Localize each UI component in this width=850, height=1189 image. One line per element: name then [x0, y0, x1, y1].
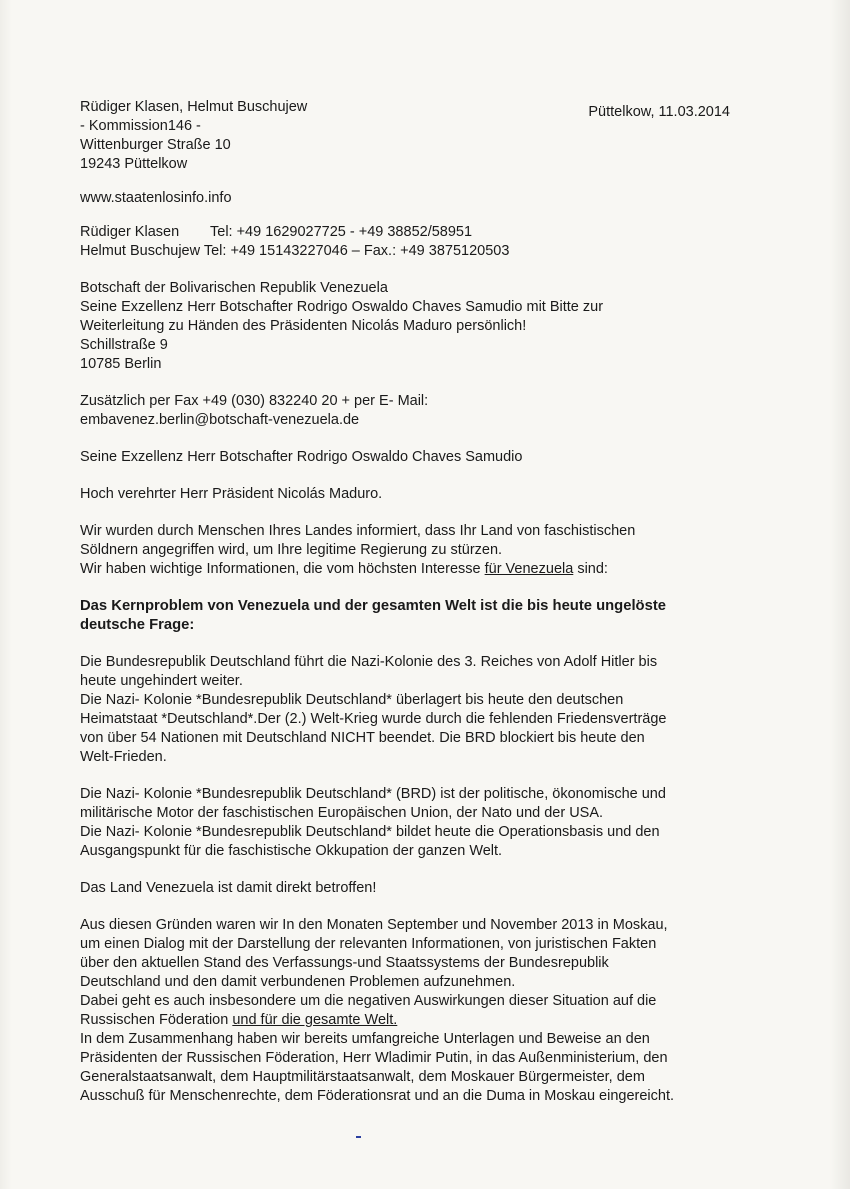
paragraph-5-line — [80, 1011, 740, 1030]
text-run: sind: — [573, 561, 608, 577]
sender-city: 19243 Püttelkow — [80, 156, 188, 172]
heading-line: deutsche Frage: — [80, 617, 195, 633]
email-line: embavenez.berlin@botschaft-venezuela.de — [80, 412, 360, 428]
paragraph-5-line: Generalstaatsanwalt, dem Hauptmilitärstaatsanwalt, dem Moskauer Bürgermeister, dem — [80, 1069, 645, 1085]
heading-line: Das Kernproblem von Venezuela und der gesamten Welt ist die bis heute ungelöste — [80, 598, 666, 614]
paragraph-1-line: Söldnern angegriffen wird, um Ihre legitime Regierung zu stürzen. — [80, 542, 503, 558]
fax-line: Zusätzlich per Fax +49 (030) 832240 20 + per E- Mail: — [80, 393, 429, 409]
recipient-address — [80, 279, 740, 374]
paragraph-2-line: Welt-Frieden. — [80, 749, 167, 765]
paragraph-4: Das Land Venezuela ist damit direkt betroffen! — [80, 880, 377, 896]
paragraph-5-line: Dabei geht es auch insbesondere um die negativen Auswirkungen dieser Situation auf die — [80, 993, 657, 1009]
phone1-numbers: Tel: +49 1629027725 - +49 38852/58951 — [210, 224, 473, 240]
underlined-text: und für die gesamte Welt. — [232, 1012, 398, 1028]
phone-line-2: Helmut Buschujew Tel: +49 15143227046 – Fax.: +49 3875120503 — [80, 243, 510, 259]
paragraph-3-line: Die Nazi- Kolonie *Bundesrepublik Deutschland* bildet heute die Operationsbasis und den — [80, 824, 660, 840]
recipient-line-1: Botschaft der Bolivarischen Republik Venezuela — [80, 280, 388, 296]
text-run: Wir haben wichtige Informationen, die vom höchsten Interesse — [80, 561, 485, 577]
letter-body — [80, 98, 740, 1106]
paragraph-2-line: Die Nazi- Kolonie *Bundesrepublik Deutschland* überlagert bis heute den deutschen — [80, 692, 624, 708]
paragraph-1-line — [80, 560, 740, 579]
paragraph-5-line: Deutschland und den damit verbundenen Problemen aufzunehmen. — [80, 974, 516, 990]
sender-org: - Kommission146 - — [80, 118, 201, 134]
core-problem-heading — [80, 597, 740, 635]
paragraph-3-line: Die Nazi- Kolonie *Bundesrepublik Deutschland* (BRD) ist der politische, ökonomische und — [80, 786, 666, 802]
paragraph-5-line: um einen Dialog mit der Darstellung der relevanten Informationen, von juristischen Fakten — [80, 936, 657, 952]
paragraph-1 — [80, 522, 740, 579]
fax-email — [80, 392, 740, 430]
paragraph-3-line: Ausgangspunkt für die faschistische Okkupation der ganzen Welt. — [80, 843, 503, 859]
salutation-president: Hoch verehrter Herr Präsident Nicolás Maduro. — [80, 486, 383, 502]
paragraph-2-line: von über 54 Nationen mit Deutschland NICHT beendet. Die BRD blockiert bis heute den — [80, 730, 645, 746]
paragraph-1-line: Wir wurden durch Menschen Ihres Landes informiert, dass Ihr Land von faschistischen — [80, 523, 636, 539]
ink-mark — [356, 1136, 361, 1138]
underlined-text: für Venezuela — [484, 561, 574, 577]
sender-website: www.staatenlosinfo.info — [80, 190, 232, 206]
sender-phones — [80, 223, 740, 261]
paragraph-5-line: In dem Zusammenhang haben wir bereits umfangreiche Unterlagen und Beweise an den — [80, 1031, 650, 1047]
paragraph-5-line: Aus diesen Gründen waren wir In den Monaten September und November 2013 in Moskau, — [80, 917, 668, 933]
sender-address — [80, 98, 740, 174]
paragraph-2-line: heute ungehindert weiter. — [80, 673, 243, 689]
sender-names: Rüdiger Klasen, Helmut Buschujew — [80, 99, 308, 115]
recipient-city: 10785 Berlin — [80, 356, 162, 372]
recipient-line-3: Weiterleitung zu Händen des Präsidenten Nicolás Maduro persönlich! — [80, 318, 527, 334]
paragraph-2-line: Die Bundesrepublik Deutschland führt die Nazi-Kolonie des 3. Reiches von Adolf Hitler bis — [80, 654, 658, 670]
recipient-line-2: Seine Exzellenz Herr Botschafter Rodrigo Oswaldo Chaves Samudio mit Bitte zur — [80, 299, 604, 315]
phone1-name: Rüdiger Klasen — [80, 224, 180, 240]
paragraph-5-line: über den aktuellen Stand des Verfassungs-und Staatssystems der Bundesrepublik — [80, 955, 609, 971]
paragraph-5 — [80, 916, 740, 1106]
paragraph-3 — [80, 785, 740, 861]
recipient-street: Schillstraße 9 — [80, 337, 168, 353]
paragraph-5-line: Ausschuß für Menschenrechte, dem Föderationsrat und an die Duma in Moskau eingereicht. — [80, 1088, 675, 1104]
phone-line-1 — [80, 223, 740, 242]
text-run: Russischen Föderation — [80, 1012, 233, 1028]
salutation-ambassador: Seine Exzellenz Herr Botschafter Rodrigo Oswaldo Chaves Samudio — [80, 449, 523, 465]
paragraph-2-line: Heimatstaat *Deutschland*.Der (2.) Welt-Krieg wurde durch die fehlenden Friedensverträge — [80, 711, 667, 727]
date-line: Püttelkow, 11.03.2014 — [588, 104, 730, 120]
paragraph-2 — [80, 653, 740, 767]
paragraph-3-line: militärische Motor der faschistischen Europäischen Union, der Nato und der USA. — [80, 805, 604, 821]
paragraph-5-line: Präsidenten der Russischen Föderation, Herr Wladimir Putin, in das Außenministerium, den — [80, 1050, 668, 1066]
sender-street: Wittenburger Straße 10 — [80, 137, 231, 153]
